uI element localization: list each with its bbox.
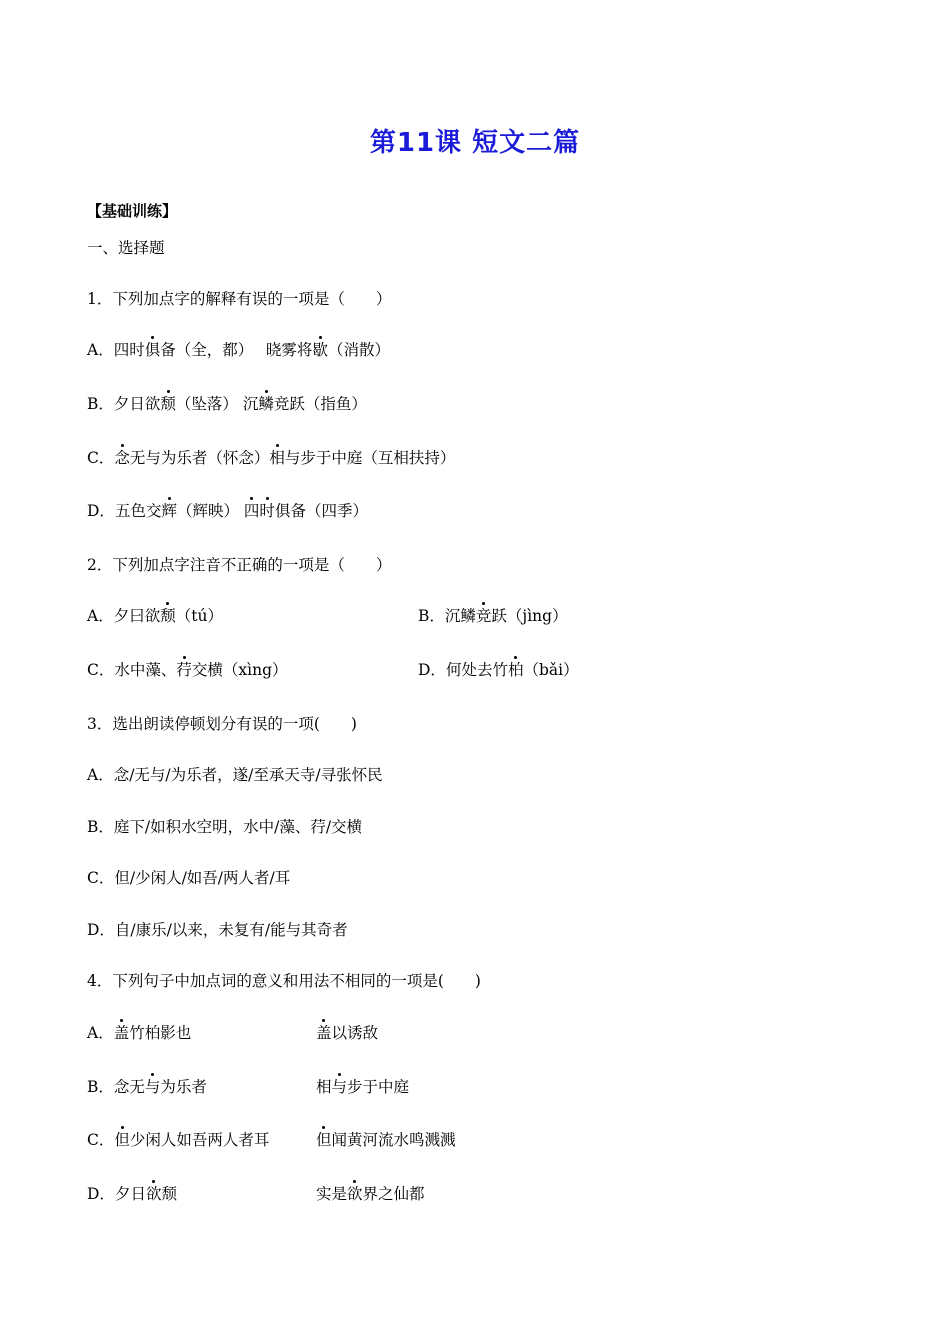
question-4-stem: 4．下列句子中加点词的意义和用法不相同的一项是( ) <box>87 972 481 990</box>
part-heading: 一、选择题 <box>87 239 165 257</box>
question-4-option-d-right: 实是欲界之仙都 <box>316 1185 425 1203</box>
question-3-option-c: C．但/少闲人/如吾/两人者/耳 <box>87 869 291 887</box>
question-1-stem: 1．下列加点字的解释有误的一项是（ ） <box>87 290 392 308</box>
question-4-option-c-left: C．但少闲人如吾两人者耳 <box>87 1131 270 1149</box>
question-4-option-a-left: A．盖竹柏影也 <box>87 1024 192 1042</box>
question-1-option-c: C．念无与为乐者（怀念）相与步于中庭（互相扶持） <box>87 449 456 467</box>
question-4-option-a-right: 盖以诱敌 <box>316 1024 379 1042</box>
question-2-stem: 2．下列加点字注音不正确的一项是（ ） <box>87 556 392 574</box>
question-1-option-d: D．五色交辉（辉映） 四时俱备（四季） <box>87 502 368 520</box>
question-2-option-b: B．沉鳞竞跃（jìng） <box>418 607 568 625</box>
page-title: 第11课 短文二篇 <box>369 128 581 158</box>
question-2-option-a: A．夕曰欲颓（tú） <box>87 607 223 625</box>
question-2-option-c: C．水中藻、荇交横（xìng） <box>87 661 288 679</box>
question-4-option-c-right: 但闻黄河流水鸣溅溅 <box>316 1131 456 1149</box>
question-4-option-b-right: 相与步于中庭 <box>316 1078 410 1096</box>
question-4-option-d-left: D．夕日欲颓 <box>87 1185 177 1203</box>
question-1-option-a: A．四时俱备（全，都） 晓雾将歇（消散） <box>87 341 390 359</box>
question-2-option-d: D．何处去竹柏（bǎi） <box>418 661 579 679</box>
question-3-option-d: D．自/康乐/以来，未复有/能与其奇者 <box>87 921 348 939</box>
question-4-option-b-left: B．念无与为乐者 <box>87 1078 207 1096</box>
question-3-option-b: B．庭下/如积水空明，水中/藻、荇/交横 <box>87 818 363 836</box>
section-heading: 【基础训练】 <box>87 202 178 220</box>
question-3-stem: 3．选出朗读停顿划分有误的一项( ) <box>87 715 357 733</box>
question-3-option-a: A．念/无与/为乐者，遂/至承天寺/寻张怀民 <box>87 766 383 784</box>
question-1-option-b: B．夕日欲颓（坠落） 沉鳞竞跃（指鱼） <box>87 395 367 413</box>
